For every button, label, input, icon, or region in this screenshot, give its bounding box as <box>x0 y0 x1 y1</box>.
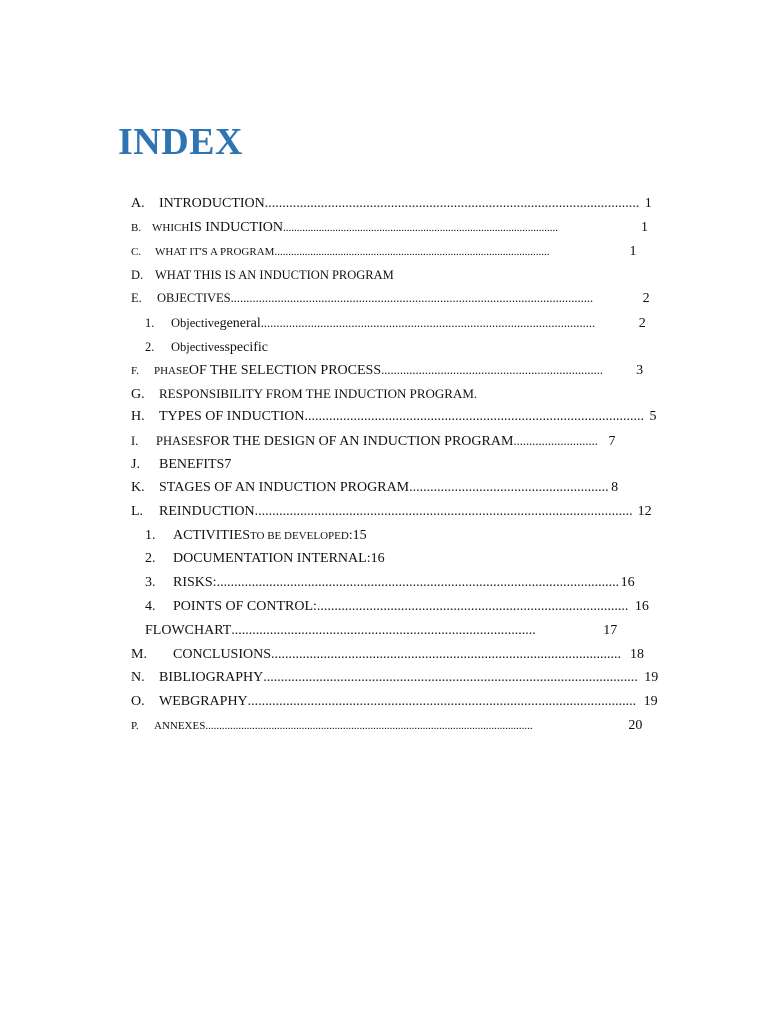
toc-text-small: PHASES <box>156 434 203 448</box>
toc-entry-annexes[interactable] <box>131 717 661 735</box>
toc-text-small: PHASE <box>154 365 189 377</box>
toc-entry-types-of-induction[interactable] <box>131 408 655 426</box>
toc-text: OBJECTIVES <box>157 291 231 305</box>
toc-text: REINDUCTION <box>159 504 255 519</box>
toc-leader: ............................................................................................................... <box>247 694 637 709</box>
toc-page: 1 <box>629 244 637 259</box>
toc-text: ACTIVITIES <box>173 528 250 543</box>
toc-label: B. <box>131 222 142 234</box>
toc-text-small: TO BE DEVELOPED <box>250 530 349 542</box>
toc-leader: ......................................................... <box>409 480 609 495</box>
toc-entry-responsibility[interactable] <box>131 385 655 404</box>
toc-text: POINTS OF CONTROL: <box>173 599 317 614</box>
toc-label: A. <box>131 196 145 211</box>
toc-leader: ............................................................................................................ <box>254 504 633 519</box>
toc-text: WHAT IT'S A PROGRAM <box>155 246 275 258</box>
toc-label: 1. <box>145 316 155 330</box>
toc-entry-benefits[interactable] <box>131 456 655 474</box>
toc-page: 1 <box>641 220 648 235</box>
toc-entry-objectives[interactable] <box>131 289 655 308</box>
toc-page: 5 <box>649 409 657 424</box>
toc-entry-points-of-control[interactable] <box>145 598 655 616</box>
toc-page: 18 <box>630 647 645 662</box>
toc-page: 1 <box>644 196 652 211</box>
toc-leader: ........................... <box>513 434 598 448</box>
toc-page: 17 <box>603 623 618 638</box>
toc-leader: ........................................................................................................... <box>263 670 638 685</box>
toc-page: 19 <box>643 694 658 709</box>
toc-label: 2. <box>145 551 156 566</box>
toc-page: 12 <box>637 504 652 519</box>
toc-leader: ................................................................................................................... <box>216 575 620 590</box>
toc-entry-reinduction[interactable] <box>131 503 655 521</box>
toc-text: INTRODUCTION <box>159 196 265 211</box>
toc-text: WEBGRAPHY <box>159 694 248 709</box>
toc-text: FLOWCHART <box>145 623 232 638</box>
toc-text: OF THE SELECTION PROCESS <box>188 363 382 378</box>
toc-entry-phase-of-the-selection-process[interactable] <box>131 361 651 380</box>
toc-page: 7 <box>608 434 616 449</box>
toc-leader: .................................................................................................... <box>271 647 622 662</box>
toc-entry-what-this-is-an-induction-program[interactable] <box>131 266 655 284</box>
toc-label: 3. <box>145 575 156 590</box>
toc-text: IS INDUCTION <box>189 220 283 235</box>
toc-leader: .................................................................................................... <box>274 246 550 258</box>
toc-text-small: Objectives <box>171 340 225 354</box>
toc-text-small: WHICH <box>152 222 190 234</box>
toc-text: STAGES OF AN INDUCTION PROGRAM <box>159 480 410 495</box>
toc-entry-documentation-internal[interactable] <box>145 550 655 568</box>
toc-entry-stages-of-an-induction-program[interactable] <box>131 479 621 497</box>
toc-text-small: Objective <box>171 316 220 330</box>
toc-page: 2 <box>638 316 646 331</box>
toc-leader: ........................................................................................................... <box>260 316 596 330</box>
toc-text: DOCUMENTATION INTERNAL:16 <box>173 551 385 566</box>
toc-entry-objectives-specific[interactable] <box>145 338 655 357</box>
toc-label: 1. <box>145 528 156 543</box>
toc-page: 3 <box>636 363 644 378</box>
toc-text: specific <box>224 340 268 355</box>
toc-text: BENEFITS7 <box>159 457 232 472</box>
toc-label: F. <box>131 365 139 377</box>
toc-text: WHAT THIS IS AN INDUCTION PROGRAM <box>155 268 394 282</box>
page-title: INDEX <box>118 121 243 163</box>
toc-page: 16 <box>620 575 635 590</box>
toc-label: N. <box>131 670 145 685</box>
toc-label: I. <box>131 434 139 448</box>
toc-page: 16 <box>634 599 649 614</box>
toc-page: 20 <box>628 718 643 733</box>
toc-leader: ................................................................................................. <box>304 409 644 424</box>
toc-text: RISKS: <box>173 575 217 590</box>
toc-label: M. <box>131 647 147 662</box>
toc-label: D. <box>131 268 144 282</box>
toc-text: RESPONSIBILITY FROM THE INDUCTION PROGRAM. <box>159 386 478 401</box>
toc-entry-what-its-a-program[interactable] <box>131 243 643 261</box>
toc-entry-which-is-induction[interactable] <box>131 219 651 237</box>
toc-entry-risks[interactable] <box>145 574 640 592</box>
toc-entry-bibliography[interactable] <box>131 669 666 687</box>
toc-entry-conclusions[interactable] <box>131 646 651 664</box>
toc-label: L. <box>131 504 144 519</box>
toc-label: H. <box>131 409 145 424</box>
toc-page: 19 <box>644 670 659 685</box>
toc-label: C. <box>131 246 142 258</box>
toc-label: G. <box>131 387 145 402</box>
toc-label: K. <box>131 480 145 495</box>
toc-text: TYPES OF INDUCTION <box>159 409 305 424</box>
toc-label: 4. <box>145 599 156 614</box>
toc-leader: ....................................................................................... <box>231 623 536 638</box>
toc-leader: ........................................................................................................... <box>264 196 640 211</box>
toc-text: ANNEXES <box>154 720 206 732</box>
toc-leader: .................................................................................................................... <box>230 291 594 305</box>
toc-label: 2. <box>145 340 155 354</box>
toc-text: FOR THE DESIGN OF AN INDUCTION PROGRAM <box>202 434 514 449</box>
toc-leader: .................................................................................................... <box>283 222 558 234</box>
toc-page: 2 <box>642 291 650 306</box>
toc-label: O. <box>131 694 145 709</box>
toc-entry-objective-general[interactable] <box>145 314 655 333</box>
toc-text-after: :15 <box>348 528 367 543</box>
toc-text: BIBLIOGRAPHY <box>159 670 264 685</box>
toc-page: 8 <box>611 480 619 495</box>
toc-leader: ......................................................................................... <box>316 599 629 614</box>
toc-text: general <box>219 316 261 331</box>
toc-entry-flowchart[interactable] <box>145 622 625 640</box>
toc-label: E. <box>131 291 142 305</box>
toc-label: P. <box>131 720 139 732</box>
toc-entry-phases-for-the-design[interactable] <box>131 432 621 451</box>
toc-entry-introduction[interactable] <box>131 195 655 213</box>
toc-leader: ....................................................................... <box>381 363 603 377</box>
toc-leader: ....................................................................................................................... <box>205 720 533 732</box>
toc-label: J. <box>131 457 140 472</box>
toc-text: CONCLUSIONS <box>173 647 272 662</box>
toc-entry-activities-to-be-developed[interactable] <box>145 527 655 545</box>
toc-entry-webgraphy[interactable] <box>131 693 666 711</box>
